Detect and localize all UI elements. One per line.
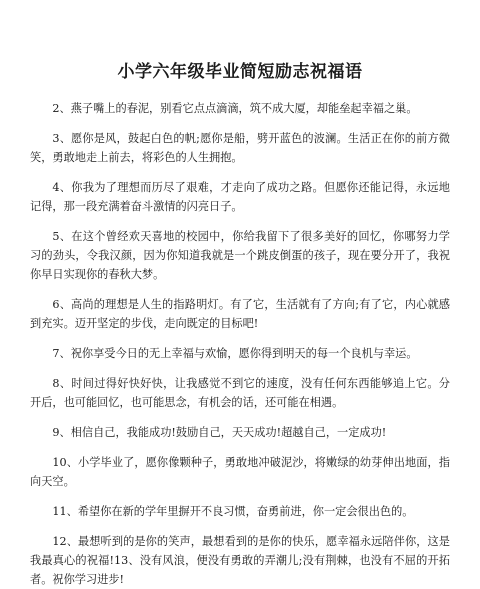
paragraph: 3、愿你是风，鼓起白色的帆;愿你是船，劈开蓝色的波澜。生活正在你的前方微笑，勇敢地走上前去，将彩色的人生拥抱。 [30, 132, 450, 164]
document-title: 小学六年级毕业简短励志祝福语 [117, 62, 363, 82]
paragraph: 10、小学毕业了，愿你像颗种子，勇敢地冲破泥沙，将嫩绿的幼芽伸出地面，指向天空。 [30, 456, 450, 488]
paragraph: 8、时间过得好快好快，让我感觉不到它的速度，没有任何东西能够追上它。分开后，也可能回忆，也可能思念，有机会的话，还可能在相遇。 [30, 377, 450, 409]
paragraph: 7、祝你享受今日的无上幸福与欢愉，愿你得到明天的每一个良机与幸运。 [52, 347, 418, 360]
paragraph: 6、高尚的理想是人生的指路明灯。有了它，生活就有了方向;有了它，内心就感到充实。迈开坚定的步伐，走向既定的目标吧! [30, 298, 450, 330]
paragraph: 2、燕子嘴上的春泥，别看它点点滴滴，筑不成大厦，却能垒起幸福之巢。 [52, 102, 418, 115]
paragraph: 12、最想听到的是你的笑声，最想看到的是你的快乐，愿幸福永远陪伴你，这是我最真心的祝福!13、没有风浪，便没有勇敢的弄潮儿;没有荆棘，也没有不屈的开拓者。祝你学习进步! [30, 535, 450, 586]
paragraph: 5、在这个曾经欢天喜地的校园中，你给我留下了很多美好的回忆，你哪努力学习的劲头，令我汉颜，因为你知道我就是一个跳皮倒蛋的孩子，现在要分开了，我祝你早日实现你的春秋大梦。 [30, 230, 450, 281]
paragraph: 11、希望你在新的学年里摒开不良习惯，奋勇前进，你一定会很出色的。 [52, 505, 414, 518]
paragraph: 9、相信自己，我能成功!鼓励自己，天天成功!超越自己，一定成功! [52, 426, 387, 439]
paragraph: 4、你我为了理想而历尽了艰难，才走向了成功之路。但愿你还能记得，永远地记得，那一段充满着奋斗激情的闪亮日子。 [30, 181, 450, 213]
